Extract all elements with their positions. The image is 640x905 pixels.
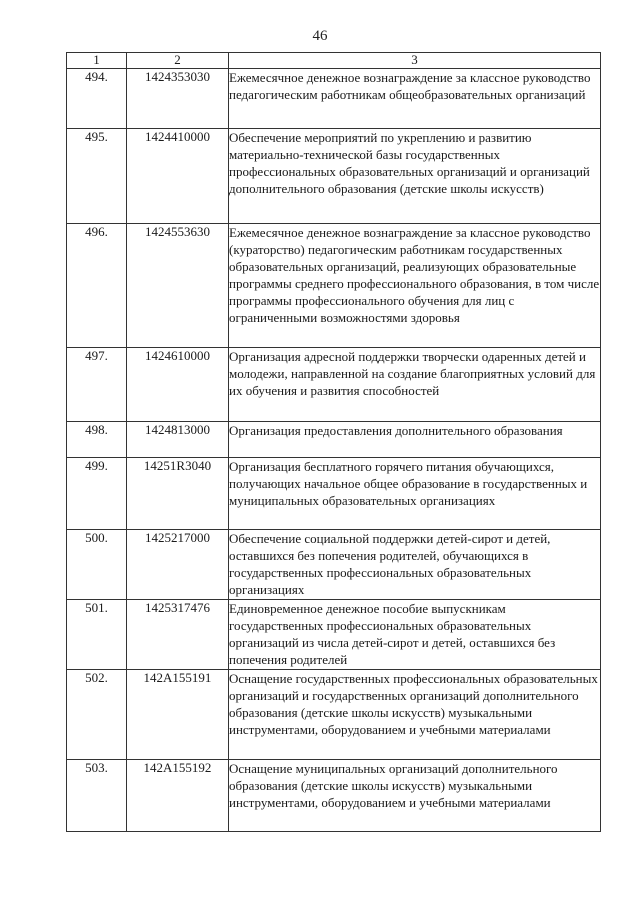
row-description: Обеспечение социальной поддержки детей-сирот и детей, оставшихся без попечения родителей, обучающихся в государственных профессиональных образовательных организациях: [229, 530, 601, 600]
budget-codes-table: [66, 52, 601, 832]
row-number: 499.: [67, 458, 127, 530]
table-row: [67, 600, 601, 670]
row-code: 14251R3040: [127, 458, 229, 530]
page-number: 46: [312, 28, 328, 44]
row-description: Организация адресной поддержки творчески одаренных детей и молодежи, направленной на создание благоприятных условий для их обучения и развития способностей: [229, 348, 601, 422]
row-description: Организация предоставления дополнительного образования: [229, 422, 601, 458]
table-row: [67, 348, 601, 422]
row-number: 497.: [67, 348, 127, 422]
row-description: Оснащение муниципальных организаций дополнительного образования (детские школы искусств) музыкальными инструментами, оборудованием и учебными материалами: [229, 760, 601, 832]
row-description: Ежемесячное денежное вознаграждение за классное руководство педагогическим работникам общеобразовательных организаций: [229, 69, 601, 129]
row-number: 495.: [67, 129, 127, 224]
row-number: 494.: [67, 69, 127, 129]
table-row: [67, 224, 601, 348]
row-description: Организация бесплатного горячего питания обучающихся, получающих начальное общее образование в государственных и муниципальных образовательных организациях: [229, 458, 601, 530]
table-row: [67, 670, 601, 760]
table-row: [67, 129, 601, 224]
row-number: 496.: [67, 224, 127, 348]
row-code: 1425217000: [127, 530, 229, 600]
row-number: 501.: [67, 600, 127, 670]
row-number: 498.: [67, 422, 127, 458]
table-row: [67, 458, 601, 530]
row-code: 1425317476: [127, 600, 229, 670]
row-description: Ежемесячное денежное вознаграждение за классное руководство (кураторство) педагогическим работникам государственных образовательных организаций, реализующих образовательные программы среднего профессионального образования, в том числе программы профессионального обучения для лиц с ограниченными возможностями здоровья: [229, 224, 601, 348]
row-number: 500.: [67, 530, 127, 600]
table-row: [67, 422, 601, 458]
row-code: 1424553630: [127, 224, 229, 348]
row-code: 1424610000: [127, 348, 229, 422]
column-header-3: 3: [229, 53, 601, 69]
row-description: Обеспечение мероприятий по укреплению и развитию материально-технической базы государственных профессиональных образовательных организаций и организаций дополнительного образования (детские школы искусств): [229, 129, 601, 224]
column-header-1: 1: [67, 53, 127, 69]
row-code: 142А155192: [127, 760, 229, 832]
table-row: [67, 760, 601, 832]
row-code: 1424410000: [127, 129, 229, 224]
row-code: 1424813000: [127, 422, 229, 458]
row-code: 1424353030: [127, 69, 229, 129]
table-row: [67, 530, 601, 600]
table-header-row: [67, 53, 601, 69]
row-number: 503.: [67, 760, 127, 832]
table-row: [67, 69, 601, 129]
row-description: Единовременное денежное пособие выпускникам государственных профессиональных образовательных организаций из числа детей-сирот и детей, оставшихся без попечения родителей: [229, 600, 601, 670]
row-number: 502.: [67, 670, 127, 760]
row-code: 142А155191: [127, 670, 229, 760]
column-header-2: 2: [127, 53, 229, 69]
row-description: Оснащение государственных профессиональных образовательных организаций и государственных организаций дополнительного образования (детские школы искусств) музыкальными инструментами, оборудованием и учебными материалами: [229, 670, 601, 760]
